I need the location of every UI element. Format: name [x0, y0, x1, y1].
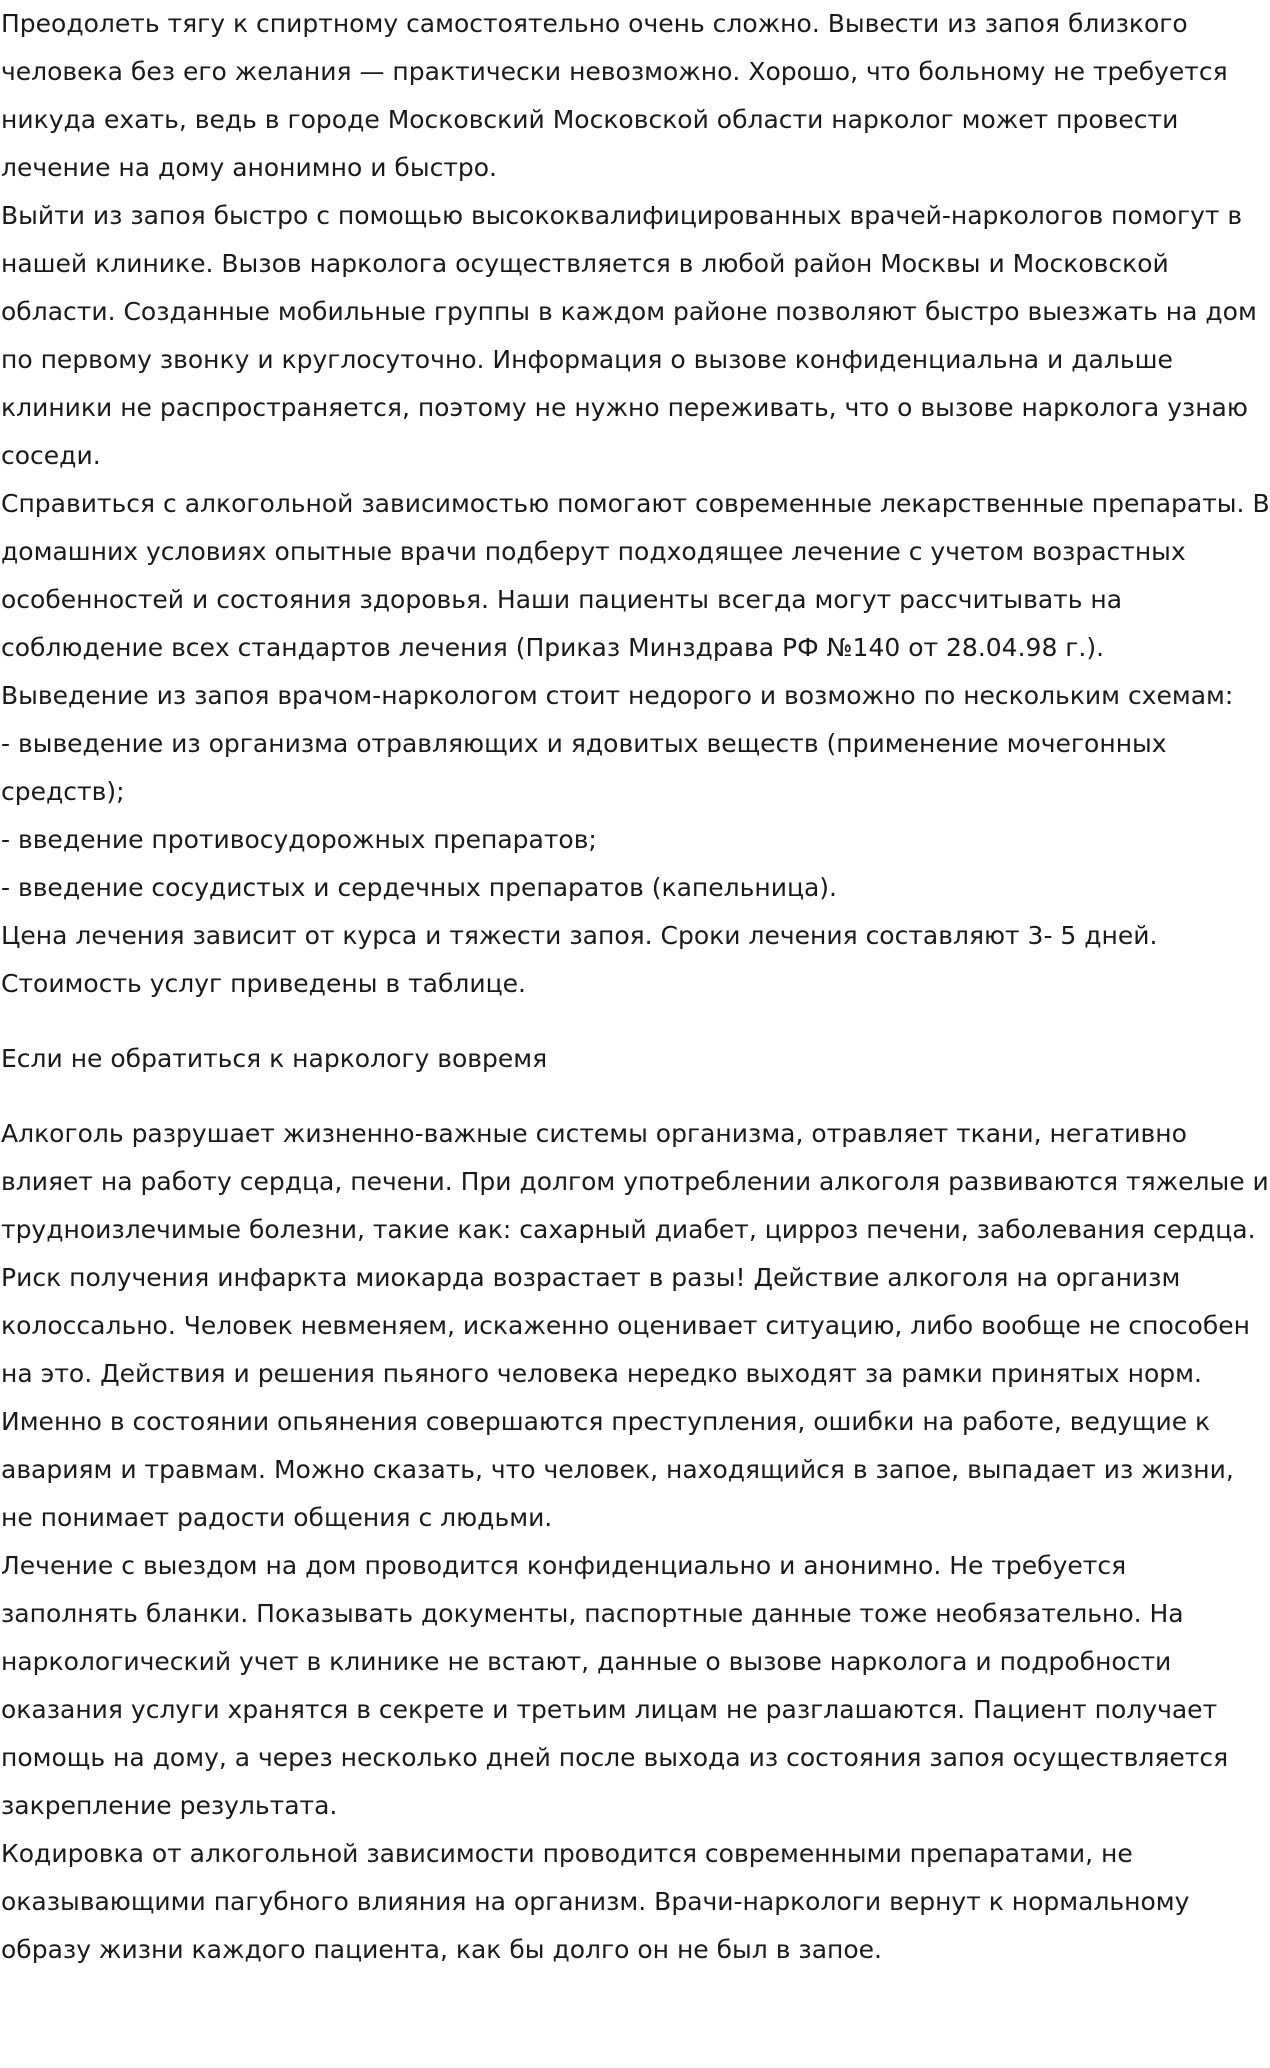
list-item: - выведение из организма отравляющих и ядовитых веществ (применение мочегонных средств); [1, 729, 1167, 806]
paragraph-alcohol-harm: Алкоголь разрушает жизненно-важные системы организма, отравляет ткани, негативно влияет на работу сердца, печени. При долгом употреблении алкоголя развиваются тяжелые и трудноизлечимые болезни, такие как: сахарный диабет, цирроз печени, заболевания сердца. Риск получения инфаркта миокарда возрастает в разы! Действие алкоголя на организм колоссально. Человек невменяем, искаженно оценивает ситуацию, либо вообще не способен на это. Действия и решения пьяного человека нередко выходят за рамки принятых норм. Именно в состоянии опьянения совершаются преступления, ошибки на работе, ведущие к авариям и травмам. Можно сказать, что человек, находящийся в запое, выпадает из жизни, не понимает радости общения с людьми. [1, 1119, 1269, 1532]
paragraph-schemes: Выведение из запоя врачом-наркологом стоит недорого и возможно по нескольким схемам: [1, 681, 1234, 710]
list-item: - введение противосудорожных препаратов; [1, 825, 597, 854]
list-item: - введение сосудистых и сердечных препаратов (капельница). [1, 873, 837, 902]
section-heading: Если не обратиться к наркологу вовремя [1, 1044, 548, 1073]
paragraph-clinic: Выйти из запоя быстро с помощью высококвалифицированных врачей-наркологов помогут в нашей клинике. Вызов нарколога осуществляется в любой район Москвы и Московской области. Созданные мобильные группы в каждом районе позволяют быстро выезжать на дом по первому звонку и круглосуточно. Информация о вызове конфиденциальна и дальше клиники не распространяется, поэтому не нужно переживать, что о вызове нарколога узнаю соседи. [1, 201, 1257, 470]
paragraph-intro: Преодолеть тягу к спиртному самостоятельно очень сложно. Вывести из запоя близкого человека без его желания — практически невозможно. Хорошо, что больному не требуется никуда ехать, ведь в городе Московский Московской области нарколог может провести лечение на дому анонимно и быстро. [1, 9, 1228, 182]
paragraph-coding: Кодировка от алкогольной зависимости проводится современными препаратами, не оказывающими пагубного влияния на организм. Врачи-наркологи вернут к нормальному образу жизни каждого пациента, как бы долго он не был в запое. [1, 1839, 1190, 1964]
paragraph-medication: Справиться с алкогольной зависимостью помогают современные лекарственные препараты. В домашних условиях опытные врачи подберут подходящее лечение с учетом возрастных особенностей и состояния здоровья. Наши пациенты всегда могут рассчитывать на соблюдение всех стандартов лечения (Приказ Минздрава РФ №140 от 28.04.98 г.). [1, 489, 1270, 662]
paragraph-confidential: Лечение с выездом на дом проводится конфиденциально и анонимно. Не требуется заполнять бланки. Показывать документы, паспортные данные тоже необязательно. На наркологический учет в клинике не встают, данные о вызове нарколога и подробности оказания услуги хранятся в секрете и третьим лицам не разглашаются. Пациент получает помощь на дому, а через несколько дней после выхода из состояния запоя осуществляется закрепление результата. [1, 1551, 1229, 1820]
paragraph-price: Цена лечения зависит от курса и тяжести запоя. Сроки лечения составляют 3- 5 дней. Стоимость услуг приведены в таблице. [1, 921, 1158, 998]
